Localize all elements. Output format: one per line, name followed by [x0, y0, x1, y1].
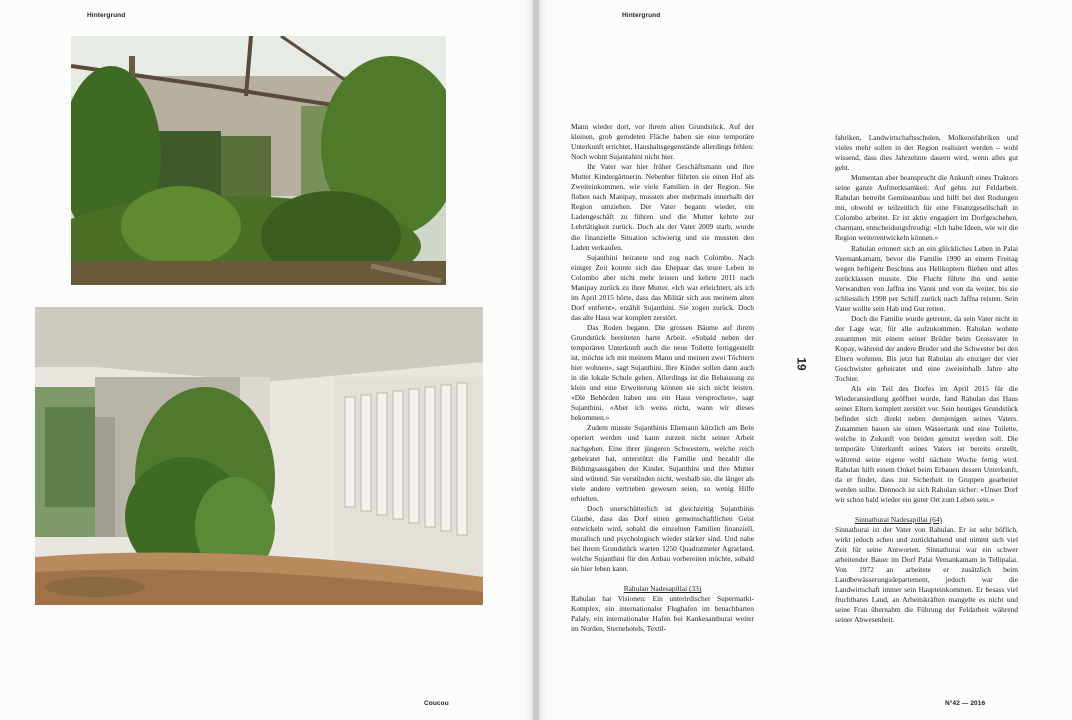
page-number: 19 — [794, 357, 809, 371]
paragraph: Mann wieder dort, vor ihrem alten Grundstück. Auf der kleinen, grob gerodeten Fläche haben sie eine temporäre Unterkunft errichtet, Haushaltsgegenstände allerdings fehlen: Noch wohnt Sujantahini nicht hier. — [571, 122, 754, 162]
paragraph: Doch unerschütterlich ist gleichzeitig Sujanthinis Glaube, dass das Dorf einen gemeinschaftlichen Geist entwickeln wird, sobald die einzelnen Familien finanziell, moralisch und psychologisch wieder stärker sind. Und nahe bei ihrem Grundstück warten 1250 Quadratmeter Agrarland, welche Sujanthini für den Anbau vorbereiten möchte, sobald sie hier leben kann. — [571, 503, 754, 574]
paragraph: Sujanthini heiratete und zog nach Colombo. Nach einiger Zeit konnte sich das Ehepaar das teure Leben in Colombo aber nicht mehr leisten und kehrte 2011 nach Manipay zurück zu ihrer Mutter. «Ich war erleichtert, als ich im April 2015 hörte, dass das Militär sich aus meinem alten Dorf entfernt», erzählt Sujanthini. Sie zogen zurück. Doch das alte Haus war komplett zerstört. — [571, 252, 754, 322]
running-head: Hintergrund — [622, 12, 661, 19]
left-page — [0, 0, 533, 720]
paragraph: fabriken, Landwirtschaftsschulen, Molkereifabriken und vieles mehr sollen in der Region realisiert werden – wohl wissend, dass dies Jahrzehnte dauern wird, wenn alles gut geht. — [835, 133, 1018, 173]
subheading: Sinnathurai Nadesapillai (64) — [855, 514, 943, 524]
paragraph: Als ein Teil des Dorfes im April 2015 für die Wiederansiedlung geöffnet wurde, fand Rahulan das Haus seiner Eltern komplett zerstört vor. Sein heutiges Grundstück befindet sich direkt neben demjenigen seines Vaters. Zusammen bauen sie einen Wassertank und eine Toilette, welche in Zukunft von beiden genutzt werden soll. Die temporäre Unterkunft seines Vaters ist bereits erstellt, während seine eigene wohl nächste Woche fertig wird. Rahulan hilft einem Onkel beim Erbauen dessen Unterkunft, da er findet, dass zur Sicherheit in Gruppen gearbeitet werden sollte. Dennoch ist sich Rahulan sicher: «Unser Dorf wir schon bald wieder ein guter Ort zum Leben sein.» — [835, 384, 1018, 504]
subheading: Rahulan Nadesapillai (33) — [623, 584, 702, 594]
paragraph: Doch die Familie wurde getrennt, da sein Vater nicht in der Lage war, für alle aufzukommen. Rahulan wohnte zusammen mit einem seiner Brüder beim Grossvater in Kopay, während der andere Bruder und die Schwester bei den Eltern wohnten. Bis jetzt hat Rahulan als einziger der vier Geschwister geheiratet und eine zweieinhalb Jahre alte Tochter. — [835, 313, 1018, 384]
issue-footer: N°42 — 2016 — [945, 700, 986, 707]
paragraph: Zudem musste Sujanthinis Ehemann kürzlich am Bein operiert werden und kann zurzeit nicht seiner Arbeit nachgehen. Eine ihrer jüngeren Schwestern, welche reich geheiratet hat, unterstützt die Familie und bezahlt die Bildungsausgaben der Kinder. Sujanthini und ihre Mutter sind wütend. Sie verstünden nicht, weshalb sie, die länger als viele andere vertrieben gewesen seien, so wenig Hilfe erhielten. — [571, 423, 754, 503]
paragraph: Rahulan erinnert sich an ein glückliches Leben in Palai Veemankamam, bevor die Familie 1990 an einem Freitag wegen heftigem Beschuss aus Helikoptern fliehen und alles zurücklassen musste. Die Flucht führte ihn und seine Verwandten von Jaffna ins Vanni und von da weiter, bis sie schliesslich 1998 per Schiff zurück nach Jaffna reisten. Sein Vater wollte sein Hab und Gut retten. — [835, 243, 1018, 313]
photo-overgrown-ruin — [71, 36, 446, 285]
photo-abandoned-building — [35, 307, 483, 605]
running-head: Hintergrund — [87, 12, 126, 19]
paragraph: Das Roden begann. Die grossen Bäume auf ihrem Grundstück bereiteten harte Arbeit. «Sobald neben der temporären Unterkunft auch die neue Toilette fertiggestellt ist, möchte ich mit meinem Mann und meinen zwei Töchtern hier wohnen», sagt Sujanthini. Ihre Kinder sollen dann auch in die lokale Schule gehen. Allerdings ist die Behausung zu klein und eine Erweiterung können sie sich nicht leisten. «Die Behörden haben uns ein Haus versprochen», sagt Sujanthini. «Aber ich weiss nicht, wann wir dieses bekommen.» — [571, 322, 754, 423]
paragraph: Sinnathurai ist der Vater von Rahulan. Er ist sehr höflich, wirkt jedoch scheu und zurückhaltend und nimmt sich viel Zeit für seine Antworten. Sinnathurai war ein schwer arbeitender Bauer im Dorf Palai Vemankamam in Tellipalai. Von 1972 an arbeitete er zusätzlich beim Landbewässerungsdepartement, jedoch war die Landwirtschaft immer sein Haupteinkommen. Er besass viel fruchtbares Land, an Arbeitskräften mangelte es nicht und seine Frau übernahm die Führung der Feldarbeit während seiner Abwesenheit. — [835, 524, 1018, 625]
right-page — [539, 0, 1072, 720]
text-column-2 — [835, 133, 1018, 625]
paragraph: Ihr Vater war hier früher Geschäftsmann und ihre Mutter Kindergärtnerin. Nebenher führten sie einen Hof als Zweiteinkommen, wie viele Familien in der Region. Sie flohen nach Manipay, mussten aber mehrmals innerhalb der Region umziehen. Der Vater begann wieder, ein Ladengeschäft zu führen und die Mutter kehrte zur Lehrtätigkeit zurück. Doch als der Vater 2009 starb, wurde die finanzielle Situation schwierig und sie mussten den Laden verkaufen. — [571, 162, 754, 252]
footer-label: Coucou — [424, 700, 449, 707]
text-column-1 — [571, 122, 754, 634]
paragraph: Rahulan hat Visionen: Ein unterirdischer Supermarkt-Komplex, ein internationaler Flughafen im benachbarten Palaly, ein internationaler Hafen bei Kankesanthurai weiter im Norden, Sternehotels, Textil- — [571, 594, 754, 634]
paragraph: Momentan aber beansprucht die Ankunft eines Traktors seine ganze Aufmerksamkeit: Auf gehts zur Feldarbeit. Rahulan betreibt Gemüseanbau und hilft bei den Rodungen mit, obwohl er teilzeitlich für eine Finanzgesellschaft in Colombo arbeitet. Er ist aktiv engagiert im Dorfgeschehen, charmant, entscheidungsfreudig: «Ich habe Ideen, wie wir die Region weiterentwickeln können.» — [835, 173, 1018, 243]
